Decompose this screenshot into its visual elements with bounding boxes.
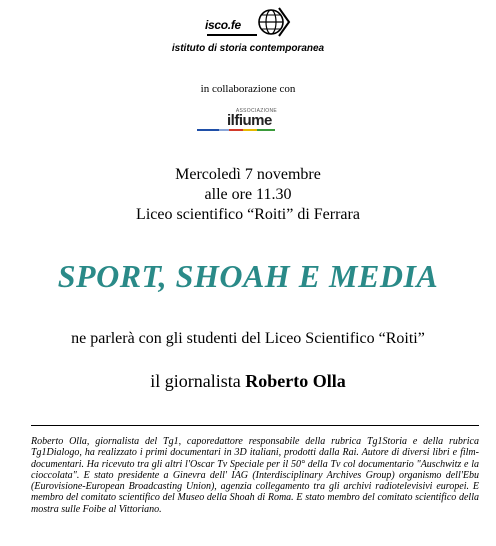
- event-title: SPORT, SHOAH E MEDIA: [57, 258, 439, 294]
- globe-arrow-icon: [255, 4, 291, 40]
- divider: [31, 425, 479, 426]
- event-time: alle ore 11.30: [204, 186, 292, 203]
- logo-bar-blue: [197, 129, 219, 131]
- isco-logo: [205, 4, 291, 42]
- institute-subtitle: istituto di storia contemporanea: [171, 43, 325, 54]
- event-date: Mercoledì 7 novembre: [175, 166, 321, 183]
- speaker-intro: ne parlerà con gli studenti del Liceo Scientifico “Roiti”: [71, 330, 425, 347]
- ilfiume-logo: [197, 108, 279, 134]
- journalist-bio: Roberto Olla, giornalista del Tg1, caporedattore responsabile della rubrica Tg1Storia e della rubrica Tg1Dialogo, ha realizzato i primi documentari in 3D italiani, prodotti dalla Rai. Autore di diversi libri e film- documentari. Ha ricevuto tra gli altri l'Oscar Tv Speciale per il 50° della Tv col documentario "Auschwitz e la cioccolata". E stato presidente a Ginevra dell' IAG (Interdisciplinary Archives Group) organismo dell'Ebu (Eurovisione-European Broadcasting Union), agenzia collegamento tra gli archivi radiotelevisivi europei. E membro del comitato scientifico del Museo della Shoah di Roma. E stato membro del comitato scientifico della mostra sulle Foibe al Vittoriano.: [31, 436, 479, 515]
- logo-bar-red: [229, 129, 243, 131]
- logo-bar-green: [257, 129, 275, 131]
- isco-logo-text: isco.fe: [205, 18, 241, 32]
- journalist-prefix: il giornalista: [150, 371, 246, 391]
- collaboration-text: in collaborazione con: [200, 83, 296, 95]
- logo-bar-yellow: [243, 129, 257, 131]
- journalist-name: Roberto Olla: [245, 371, 346, 391]
- isco-logo-underline: [207, 34, 257, 36]
- ilfiume-logo-small-text: ASSOCIAZIONE: [235, 108, 277, 114]
- journalist-line: [0, 371, 496, 392]
- ilfiume-logo-name: ilfiume: [227, 112, 272, 129]
- event-venue: Liceo scientifico “Roiti” di Ferrara: [136, 206, 360, 223]
- logo-bar-light: [219, 129, 229, 131]
